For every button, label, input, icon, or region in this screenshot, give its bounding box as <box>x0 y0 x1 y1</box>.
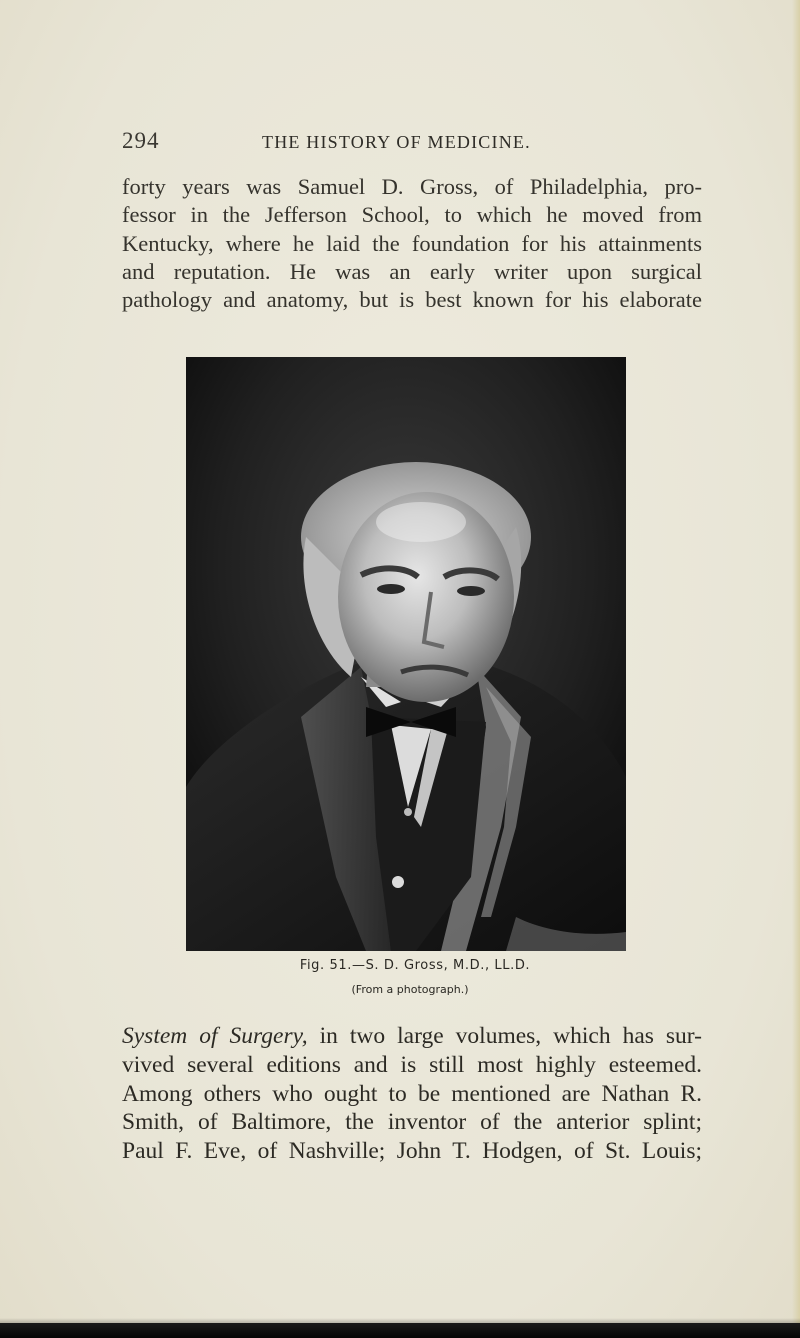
running-title: THE HISTORY OF MEDICINE. <box>262 132 531 152</box>
text-line: Among others who ought to be mentioned are Nathan R. <box>122 1080 702 1107</box>
portrait-image <box>186 357 626 951</box>
page-number: 294 <box>122 128 160 153</box>
text-line-first-rest: in two large volumes, which has sur- <box>307 1023 702 1049</box>
figure-caption: Fig. 51.—S. D. Gross, M.D., LL.D. <box>299 958 531 973</box>
text-line: forty years was Samuel D. Gross, of Philadelphia, pro- <box>122 174 702 199</box>
book-title: System of Surgery, <box>122 1023 308 1049</box>
figure-caption-block <box>0 958 800 996</box>
text-line: Smith, of Baltimore, the inventor of the anterior splint; <box>122 1109 702 1136</box>
paragraph-top <box>122 173 702 314</box>
text-line: Kentucky, where he laid the foundation for his attainments <box>122 230 702 256</box>
text-line: and reputation. He was an early writer upon surgical <box>122 258 702 284</box>
page-header <box>0 128 800 158</box>
paragraph-bottom <box>122 1022 702 1166</box>
scan-bottom-border <box>0 1323 800 1338</box>
text-line: fessor in the Jefferson School, to which he moved from <box>122 202 702 228</box>
page-edge <box>792 0 800 1338</box>
portrait-photograph <box>186 357 626 951</box>
text-line: vived several editions and is still most highly esteemed. <box>122 1051 702 1078</box>
text-line-first <box>122 1022 702 1051</box>
text-line: Paul F. Eve, of Nashville; John T. Hodgen, of St. Louis; <box>122 1138 702 1165</box>
figure-subcaption: (From a photograph.) <box>351 983 469 996</box>
text-line: pathology and anatomy, but is best known for his elaborate <box>122 287 702 313</box>
